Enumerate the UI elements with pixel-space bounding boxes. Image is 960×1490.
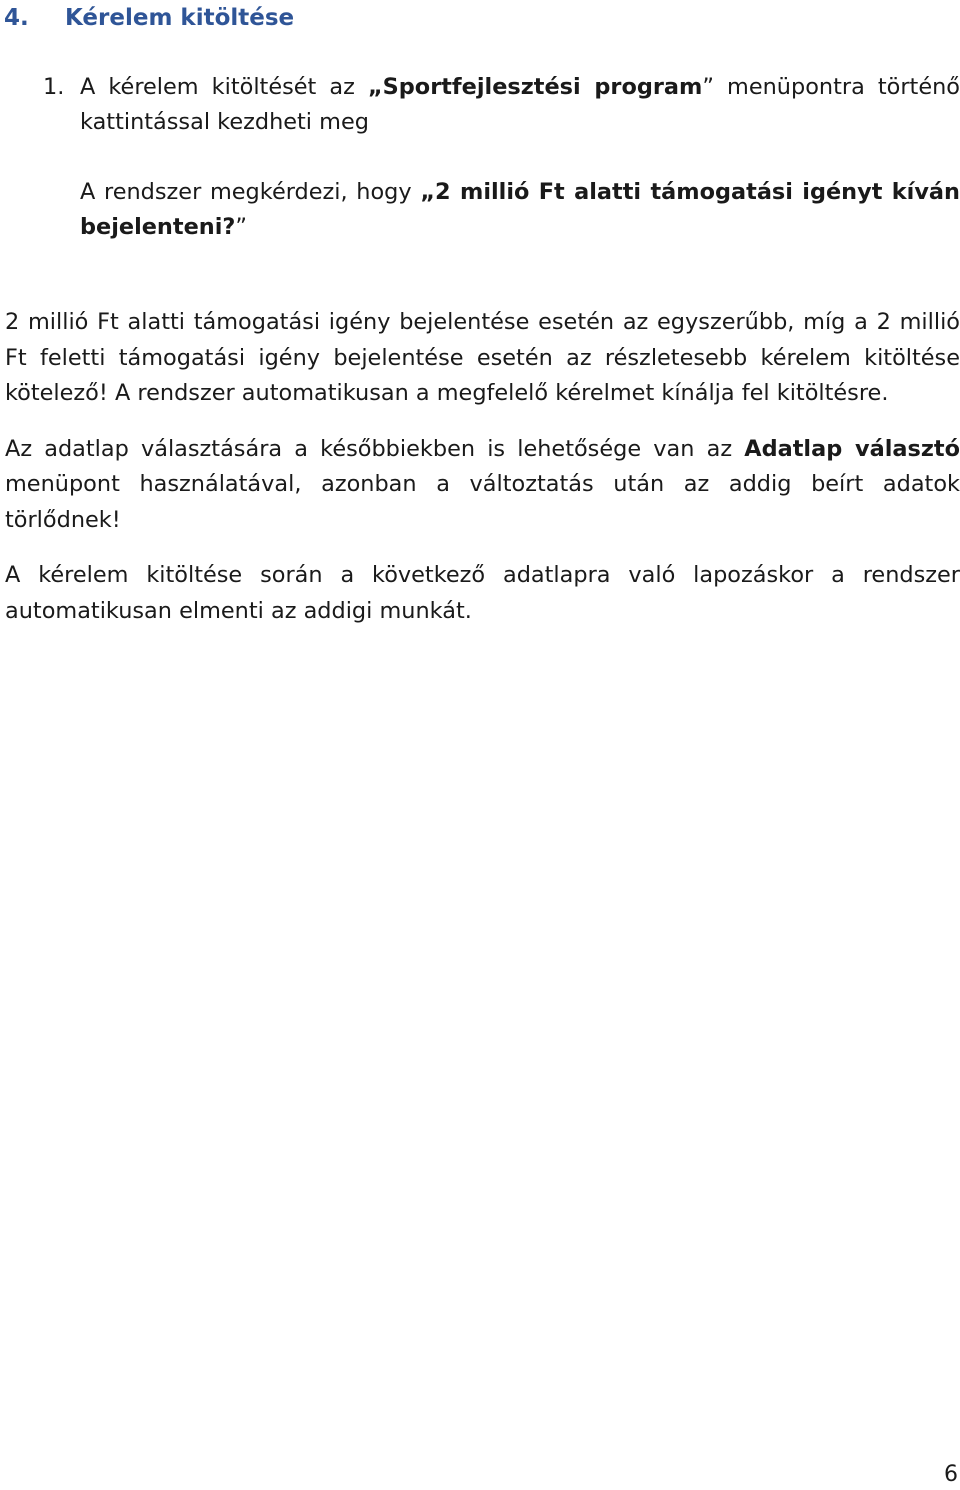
section-number: 4. [4,5,29,31]
page-number: 6 [944,1462,958,1487]
step-1 [43,70,960,245]
step-number: 1. [43,74,65,100]
paragraph-autosave: A kérelem kitöltése során a következő adatlapra való lapozáskor a rendszer automatikusan elmenti az addigi munkát. [5,562,960,624]
step-instruction [80,70,960,140]
step-instruction-text: A kérelem kitöltését az [80,74,368,100]
form-selector-menu-name: Adatlap választó [744,435,960,462]
question-intro: A rendszer megkérdezi, hogy [80,179,421,205]
form-selector-intro: Az adatlap választására a későbbiekben is lehetősége van az [5,435,745,462]
step-body [80,70,960,245]
question-text: „2 millió Ft alatti támogatási igényt kíván bejelenteni? [80,179,960,240]
form-selector-warning: menüpont használatával, azonban a változtatás után az addig beírt adatok törlődnek! [5,471,960,533]
section-heading [4,2,294,34]
paragraph-threshold: 2 millió Ft alatti támogatási igény bejelentése esetén az egyszerűbb, míg a 2 millió Ft feletti támogatási igény bejelentése esetén az részletesebb kérelem kitöltése kötelező! A rendszer automatikusan a megfelelő kérelmet kínálja fel kitöltésre. [5,309,960,406]
paragraph-form-selector [5,432,960,539]
section-title: Kérelem kitöltése [65,5,295,31]
question-close-quote: ” [235,214,247,240]
body-text [5,305,960,649]
system-question [80,175,960,245]
step-instruction-tail: ” menüpontra történő kattintással kezdheti meg [80,74,960,135]
menu-name: „Sportfejlesztési program [367,74,703,100]
